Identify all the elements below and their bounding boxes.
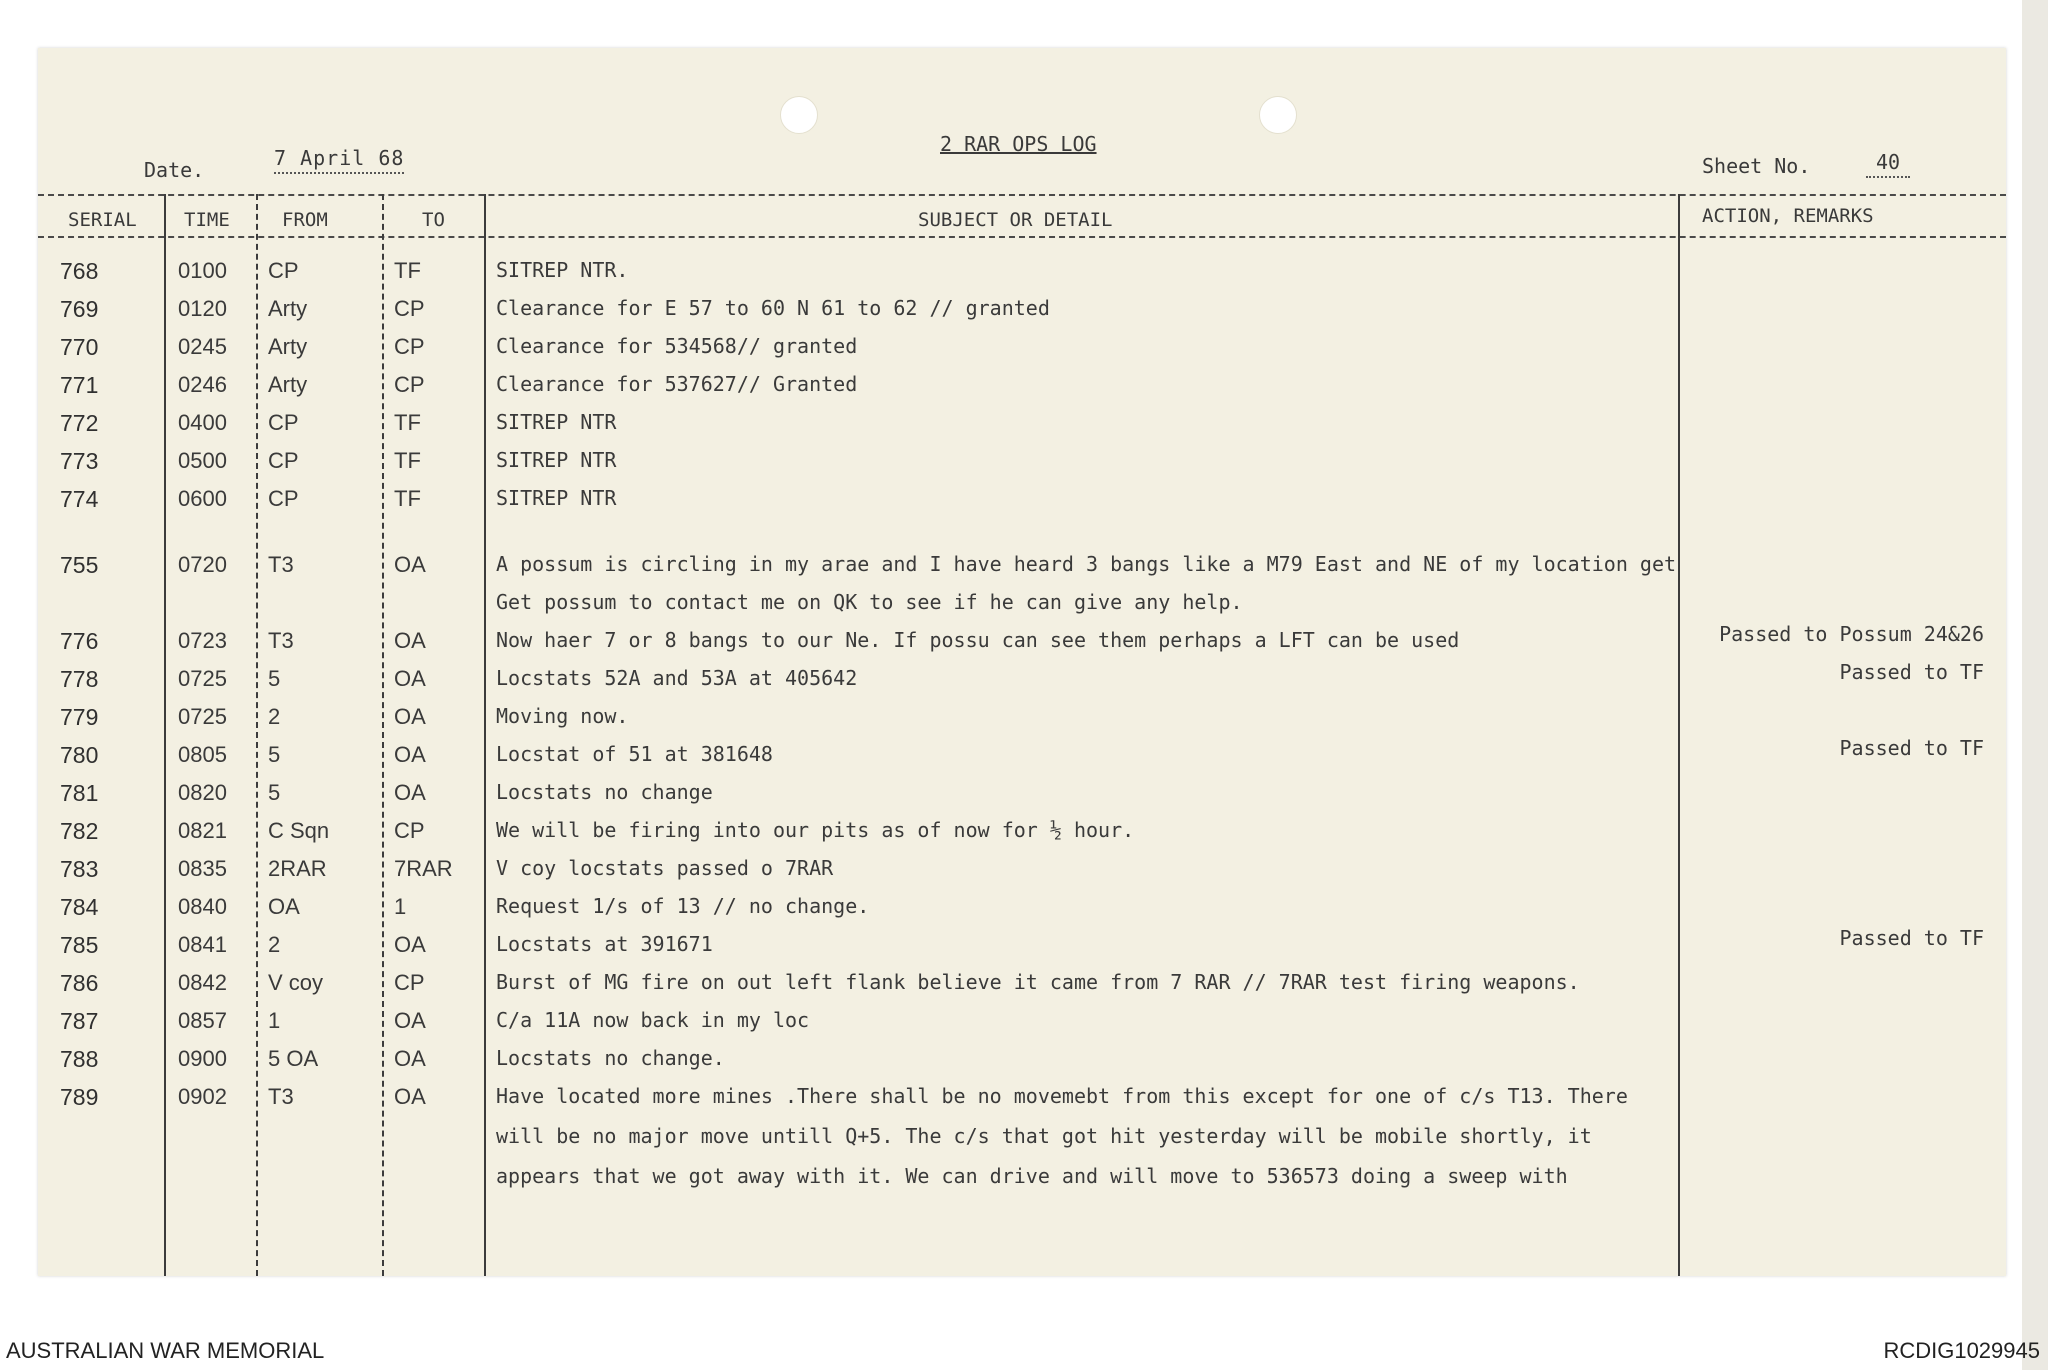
row-9-detail: Get possum to contact me on QK to see if he can give any help. [496, 590, 1243, 614]
row-15-time: 0821 [178, 818, 227, 843]
row-11-from: 5 [268, 666, 281, 691]
row-4-time: 0246 [178, 372, 227, 397]
column-header-to: TO [422, 209, 445, 231]
row-5-from: CP [268, 410, 299, 435]
row-18-detail: Locstats at 391671 [496, 932, 713, 956]
col-divider-1 [164, 194, 166, 1276]
row-4-serial: 771 [60, 372, 99, 398]
row-7-serial: 774 [60, 486, 99, 512]
row-20-detail: C/a 11A now back in my loc [496, 1008, 810, 1032]
row-18-serial: 785 [60, 932, 99, 958]
row-1-time: 0100 [178, 258, 227, 283]
row-13-remarks: Passed to TF [1839, 736, 1984, 760]
header-top-rule [38, 194, 2006, 196]
row-15-detail: We will be firing into our pits as of now for ½ hour. [496, 818, 1135, 842]
row-12-time: 0725 [178, 704, 227, 729]
row-16-from: 2RAR [268, 856, 327, 881]
row-2-detail: Clearance for E 57 to 60 N 61 to 62 // granted [496, 296, 1050, 320]
row-18-remarks: Passed to TF [1839, 926, 1984, 950]
row-14-detail: Locstats no change [496, 780, 713, 804]
footer-credit: AUSTRALIAN WAR MEMORIAL [6, 1338, 325, 1363]
row-4-to: CP [394, 372, 425, 397]
row-19-detail: Burst of MG fire on out left flank believe it came from 7 RAR // 7RAR test firing weapons. [496, 970, 1580, 994]
row-6-detail: SITREP NTR [496, 448, 617, 472]
row-14-time: 0820 [178, 780, 227, 805]
row-11-detail: Locstats 52A and 53A at 405642 [496, 666, 858, 690]
row-8-from: T3 [268, 552, 294, 577]
row-13-time: 0805 [178, 742, 227, 767]
row-4-from: Arty [268, 372, 308, 397]
row-15-serial: 782 [60, 818, 99, 844]
row-2-from: Arty [268, 296, 308, 321]
row-23-detail: will be no major move untill Q+5. The c/s that got hit yesterday will be mobile shortly, it [496, 1124, 1592, 1148]
row-17-serial: 784 [60, 894, 99, 920]
row-14-from: 5 [268, 780, 281, 805]
date-label: Date. [144, 158, 205, 182]
row-18-time: 0841 [178, 932, 227, 957]
row-5-serial: 772 [60, 410, 99, 436]
row-3-to: CP [394, 334, 425, 359]
row-10-to: OA [394, 628, 426, 653]
row-16-to: 7RAR [394, 856, 453, 881]
punch-hole-right [1259, 96, 1297, 134]
column-header-time: TIME [184, 209, 230, 231]
row-22-to: OA [394, 1084, 426, 1109]
row-11-remarks: Passed to TF [1839, 660, 1984, 684]
punch-hole-left [780, 96, 818, 134]
row-14-to: OA [394, 780, 426, 805]
date-value: 7 April 68 [274, 146, 404, 174]
row-22-from: T3 [268, 1084, 294, 1109]
row-10-serial: 776 [60, 628, 99, 654]
row-7-to: TF [394, 486, 421, 511]
row-24-detail: appears that we got away with it. We can drive and will move to 536573 doing a sweep with [496, 1164, 1568, 1188]
row-6-to: TF [394, 448, 421, 473]
row-20-to: OA [394, 1008, 426, 1033]
row-12-to: OA [394, 704, 426, 729]
row-20-time: 0857 [178, 1008, 227, 1033]
row-19-time: 0842 [178, 970, 227, 995]
row-22-detail: Have located more mines .There shall be no movemebt from this except for one of c/s T13. There [496, 1084, 1628, 1108]
row-17-time: 0840 [178, 894, 227, 919]
row-7-time: 0600 [178, 486, 227, 511]
row-3-detail: Clearance for 534568// granted [496, 334, 858, 358]
row-1-to: TF [394, 258, 421, 283]
sheet-label: Sheet No. [1702, 154, 1811, 178]
row-16-detail: V coy locstats passed o 7RAR [496, 856, 834, 880]
row-11-time: 0725 [178, 666, 227, 691]
row-17-to: 1 [394, 894, 407, 919]
row-2-to: CP [394, 296, 425, 321]
row-6-time: 0500 [178, 448, 227, 473]
col-divider-3 [382, 194, 384, 1276]
row-20-from: 1 [268, 1008, 281, 1033]
row-4-detail: Clearance for 537627// Granted [496, 372, 858, 396]
col-divider-2 [256, 194, 258, 1276]
row-13-serial: 780 [60, 742, 99, 768]
row-5-time: 0400 [178, 410, 227, 435]
row-10-time: 0723 [178, 628, 227, 653]
row-15-to: CP [394, 818, 425, 843]
row-8-serial: 755 [60, 552, 99, 578]
row-19-from: V coy [268, 970, 324, 995]
row-17-detail: Request 1/s of 13 // no change. [496, 894, 870, 918]
header-bottom-rule [38, 236, 2006, 238]
row-3-serial: 770 [60, 334, 99, 360]
row-21-from: 5 OA [268, 1046, 319, 1071]
row-21-detail: Locstats no change. [496, 1046, 725, 1070]
row-8-time: 0720 [178, 552, 227, 577]
row-13-to: OA [394, 742, 426, 767]
row-7-from: CP [268, 486, 299, 511]
row-21-serial: 788 [60, 1046, 99, 1072]
column-header-from: FROM [282, 209, 328, 231]
row-21-time: 0900 [178, 1046, 227, 1071]
sheet-value: 40 [1866, 150, 1910, 178]
row-1-from: CP [268, 258, 299, 283]
row-2-serial: 769 [60, 296, 99, 322]
row-20-serial: 787 [60, 1008, 99, 1034]
row-6-serial: 773 [60, 448, 99, 474]
row-19-to: CP [394, 970, 425, 995]
row-11-serial: 778 [60, 666, 99, 692]
row-6-from: CP [268, 448, 299, 473]
row-19-serial: 786 [60, 970, 99, 996]
scan-edge [2022, 0, 2048, 1370]
row-8-detail: A possum is circling in my arae and I have heard 3 bangs like a M79 East and NE of my location get [496, 552, 1677, 576]
column-header-serial: SERIAL [68, 209, 137, 231]
footer-id: RCDIG1029945 [1883, 1338, 2040, 1363]
row-7-detail: SITREP NTR [496, 486, 617, 510]
row-14-serial: 781 [60, 780, 99, 806]
row-10-detail: Now haer 7 or 8 bangs to our Ne. If possu can see them perhaps a LFT can be used [496, 628, 1460, 652]
row-12-from: 2 [268, 704, 281, 729]
row-2-time: 0120 [178, 296, 227, 321]
col-divider-5 [1678, 194, 1680, 1276]
row-18-from: 2 [268, 932, 281, 957]
row-13-detail: Locstat of 51 at 381648 [496, 742, 773, 766]
column-header-remarks: ACTION, REMARKS [1702, 205, 1874, 227]
row-8-to: OA [394, 552, 426, 577]
row-22-serial: 789 [60, 1084, 99, 1110]
column-header-subject: SUBJECT OR DETAIL [918, 209, 1113, 231]
row-5-to: TF [394, 410, 421, 435]
log-sheet [38, 48, 2006, 1276]
row-10-from: T3 [268, 628, 294, 653]
row-16-serial: 783 [60, 856, 99, 882]
row-22-time: 0902 [178, 1084, 227, 1109]
row-3-time: 0245 [178, 334, 227, 359]
row-1-detail: SITREP NTR. [496, 258, 629, 282]
page-title: 2 RAR OPS LOG [940, 132, 1097, 156]
row-12-serial: 779 [60, 704, 99, 730]
row-12-detail: Moving now. [496, 704, 629, 728]
row-11-to: OA [394, 666, 426, 691]
row-15-from: C Sqn [268, 818, 330, 843]
row-17-from: OA [268, 894, 300, 919]
row-3-from: Arty [268, 334, 308, 359]
col-divider-4 [484, 194, 486, 1276]
row-16-time: 0835 [178, 856, 227, 881]
row-13-from: 5 [268, 742, 281, 767]
row-1-serial: 768 [60, 258, 99, 284]
row-10-remarks: Passed to Possum 24&26 [1719, 622, 1984, 646]
row-18-to: OA [394, 932, 426, 957]
row-5-detail: SITREP NTR [496, 410, 617, 434]
row-21-to: OA [394, 1046, 426, 1071]
